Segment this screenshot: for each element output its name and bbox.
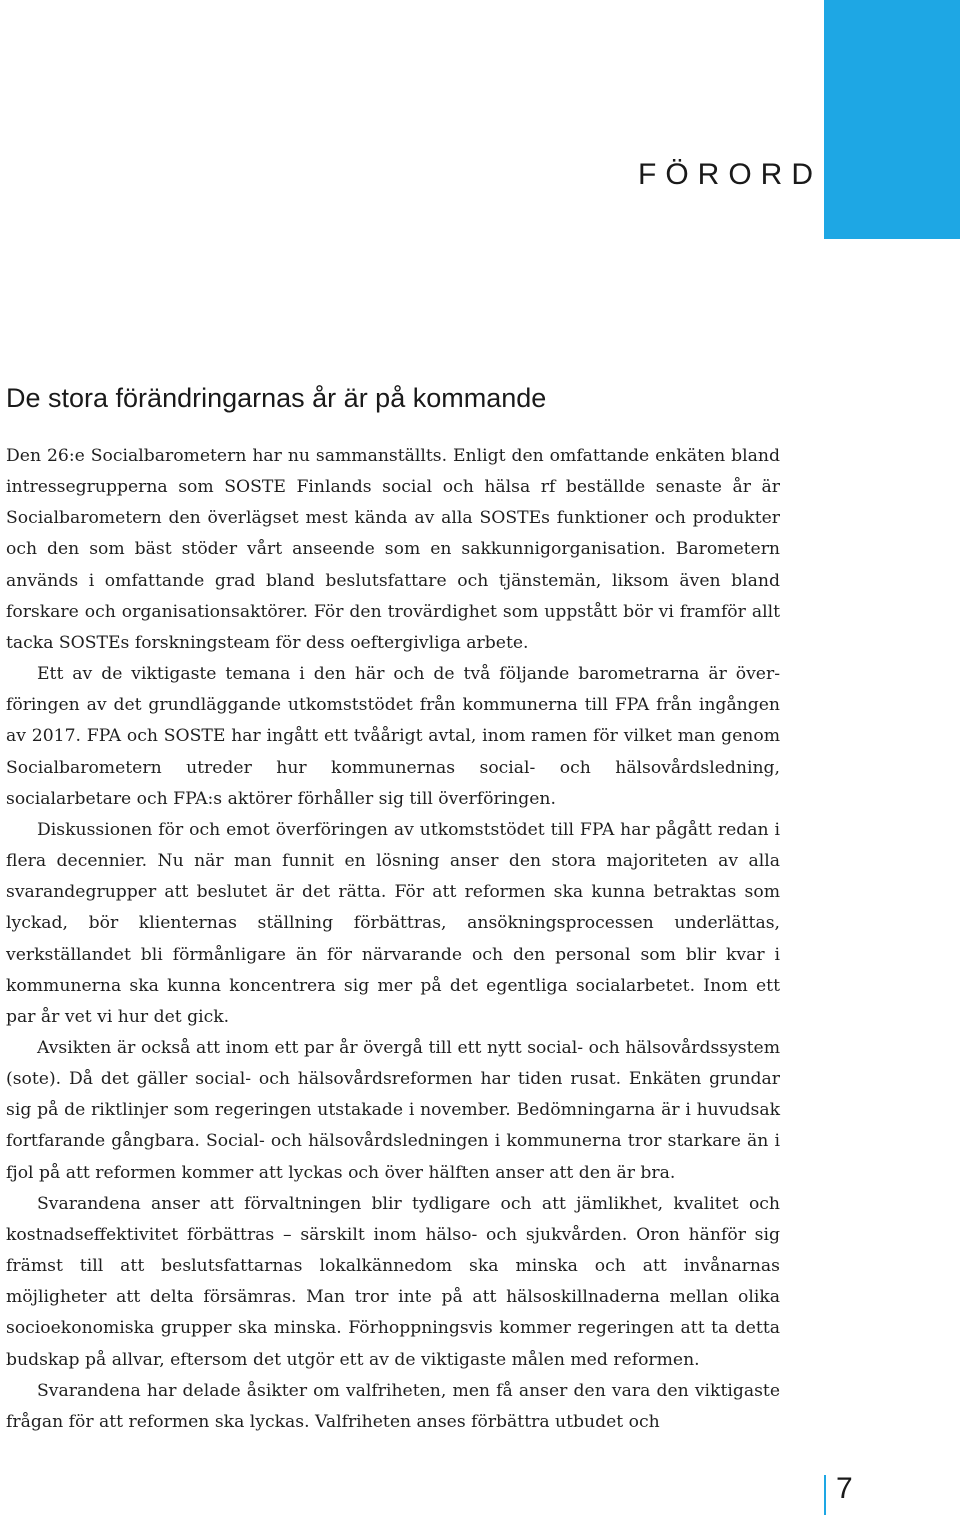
paragraph: Svarandena anser att förvaltningen blir tydligare och att jämlikhet, kvalitet och kostnadseffektivitet förbättras – särskilt inom hälso- och sjukvården. Oron hänför sig främst till att beslutsfattarnas lokalkännedom ska minska och att invånarnas möjligheter att delta försämras. Man tror inte på att hälsoskillnaderna mellan olika socioekonomiska grupper ska minska. Förhoppningsvis kommer regeringen att ta detta budskap på allvar, eftersom det utgör ett av de viktigaste målen med reformen. [6,1193,780,1370]
paragraph: Svarandena har delade åsikter om valfriheten, men få anser den vara den viktigaste frågan för att reformen ska lyckas. Valfriheten anses förbättra utbudet och [6,1380,780,1432]
page-number: 7 [836,1472,853,1505]
paragraph: Den 26:e Socialbarometern har nu sammanställts. Enligt den omfattande enkäten bland intressegrupperna som SOSTE Finlands social och hälsa rf beställde senaste år är Socialbarometern den överlägset mest kända av alla SOSTEs funktioner och produkter och den som bäst stöder vårt anseende som en sakkunnigorganisation. Barometern används i omfattande grad bland beslutsfattare och tjänstemän, liksom även bland forskare och organisationsaktörer. För den trovärdighet som uppstått bör vi framför allt tacka SOSTEs forskningsteam för dess oeftergivliga arbete. [6,446,780,653]
paragraph: Ett av de viktigaste temana i den här och de två följande barometrarna är överföringen av det grundläggande utkomststödet från kommunerna till FPA från ingången av 2017. FPA och SOSTE har ingått ett tvåårigt avtal, inom ramen för vilket man genom Socialbarometern utreder hur kommunernas social- och hälsovårdsledning, socialarbetare och FPA:s aktörer förhåller sig till överföringen. [6,664,780,809]
section-heading: De stora förändringarnas år är på kommande [6,383,547,413]
page-number-rule [824,1475,826,1515]
paragraph: Avsikten är också att inom ett par år övergå till ett nytt social- och hälsovårdssystem (sote). Då det gäller social- och hälsovårdsreformen har tiden rusat. Enkäten grundar sig på de riktlinjer som regeringen utstakade i november. Bedömningarna är i huvudsak fortfarande gångbara. Social- och hälsovårdsledningen i kommunerna tror starkare än i fjol på att reformen kommer att lyckas och över hälften anser att den är bra. [6,1037,780,1183]
page-label: FÖRORD [638,158,822,191]
header-accent-block [824,0,960,239]
paragraph: Diskussionen för och emot överföringen av utkomststödet till FPA har pågått redan i flera decennier. Nu när man funnit en lösning anser den stora majoriteten av alla svarandegrupper att beslutet är det rätta. För att reformen ska kunna betraktas som lyckad, bör klienternas ställning förbättras, ansökningsprocessen underlättas, verkställandet bli förmånligare än för närvarande och den personal som blir kvar i kommunerna ska kunna koncentrera sig mer på det egentliga socialarbetet. Inom ett par år vet vi hur det gick. [6,819,780,1027]
body-text [6,441,780,1438]
